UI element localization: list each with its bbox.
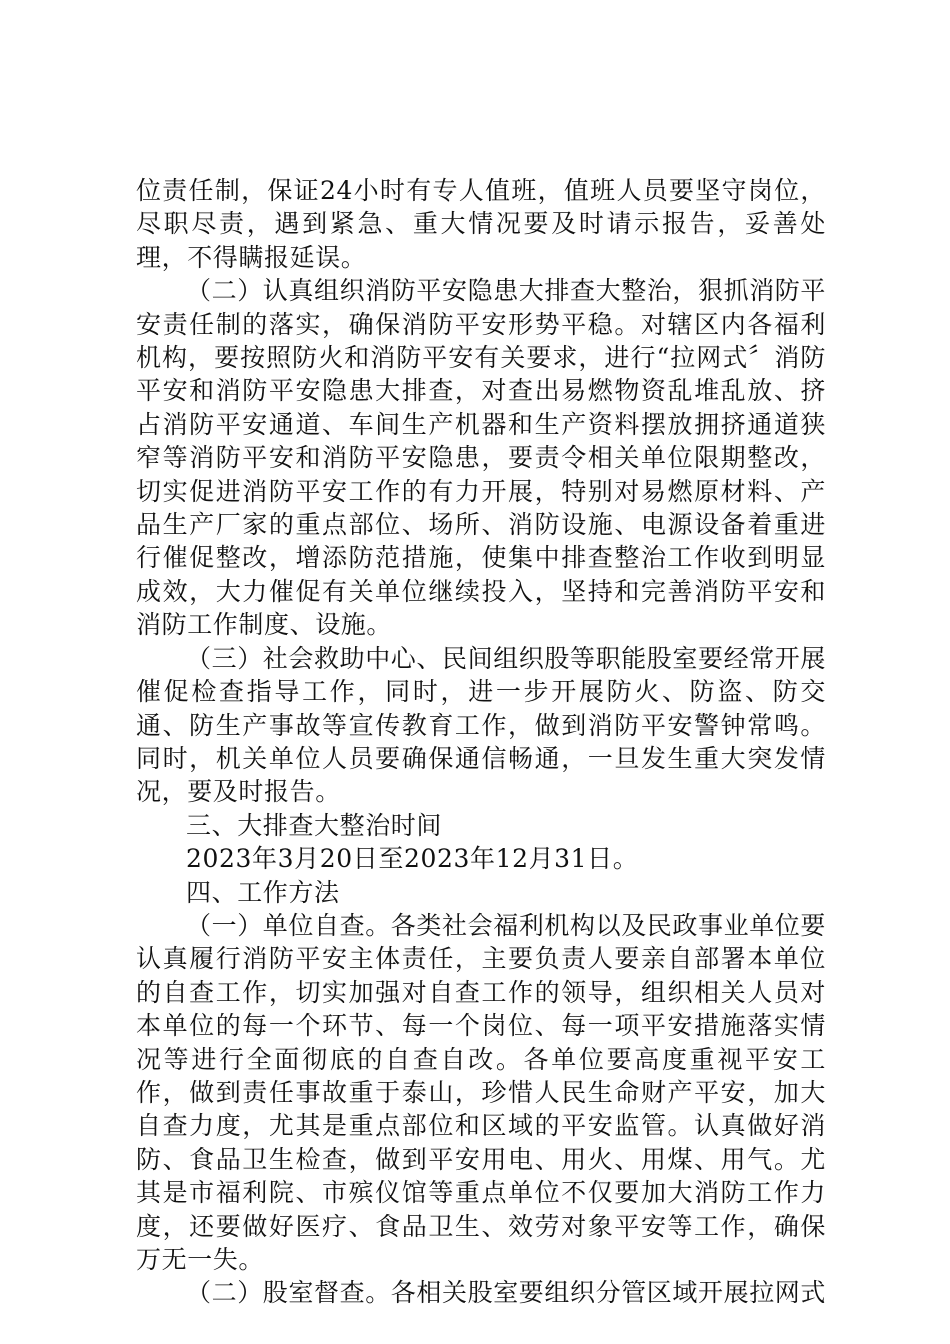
paragraph-section-2-2: （二）认真组织消防平安隐患大排查大整治，狠抓消防平安责任制的落实，确保消防平安形势平稳。对辖区内各福利机构，要按照防火和消防平安有关要求，进行“拉网式〞消防平安和消防平安隐患大排查，对查出易燃物资乱堆乱放、挤占消防平安通道、车间生产机器和生产资料摆放拥挤通道狭窄等消防平安和消防平安隐患，要责令相关单位限期整改，切实促进消防平安工作的有力开展，特别对易燃原材料、产品生产厂家的重点部位、场所、消防设施、电源设备着重进行催促整改，增添防范措施，使集中排查整治工作收到明显成效，大力催促有关单位继续投入，坚持和完善消防平安和消防工作制度、设施。 [136,276,827,640]
heading-section-3: 三、大排查大整治时间 [186,810,443,840]
paragraph-section-2-3: （三）社会救助中心、民间组织股等职能股室要经常开展催促检查指导工作，同时，进一步开展防火、防盗、防交通、防生产事故等宣传教育工作，做到消防平安警钟常鸣。同时，机关单位人员要确保通信畅通，一旦发生重大突发情况，要及时报告。 [136,643,827,807]
paragraph-date-range: 2023年3月20日至2023年12月31日。 [186,844,639,874]
paragraph-continuation: 位责任制，保证24小时有专人值班，值班人员要坚守岗位，尽职尽责，遇到紧急、重大情况要及时请示报告，妥善处理，不得瞒报延误。 [136,176,826,272]
heading-section-4: 四、工作方法 [186,877,340,907]
paragraph-section-4-2: （二）股室督查。各相关股室要组织分管区域开展拉网式 [186,1278,827,1308]
document-body [136,174,826,1310]
paragraph-section-4-1: （一）单位自查。各类社会福利机构以及民政事业单位要认真履行消防平安主体责任，主要负责人要亲自部署本单位的自查工作，切实加强对自查工作的领导，组织相关人员对本单位的每一个环节、每一个岗位、每一项平安措施落实情况等进行全面彻底的自查自改。各单位要高度重视平安工作，做到责任事故重于泰山，珍惜人民生命财产平安，加大自查力度，尤其是重点部位和区域的平安监管。认真做好消防、食品卫生检查，做到平安用电、用火、用煤、用气。尤其是市福利院、市殡仪馆等重点单位不仅要加大消防工作力度，还要做好医疗、食品卫生、效劳对象平安等工作，确保万无一失。 [136,910,827,1274]
